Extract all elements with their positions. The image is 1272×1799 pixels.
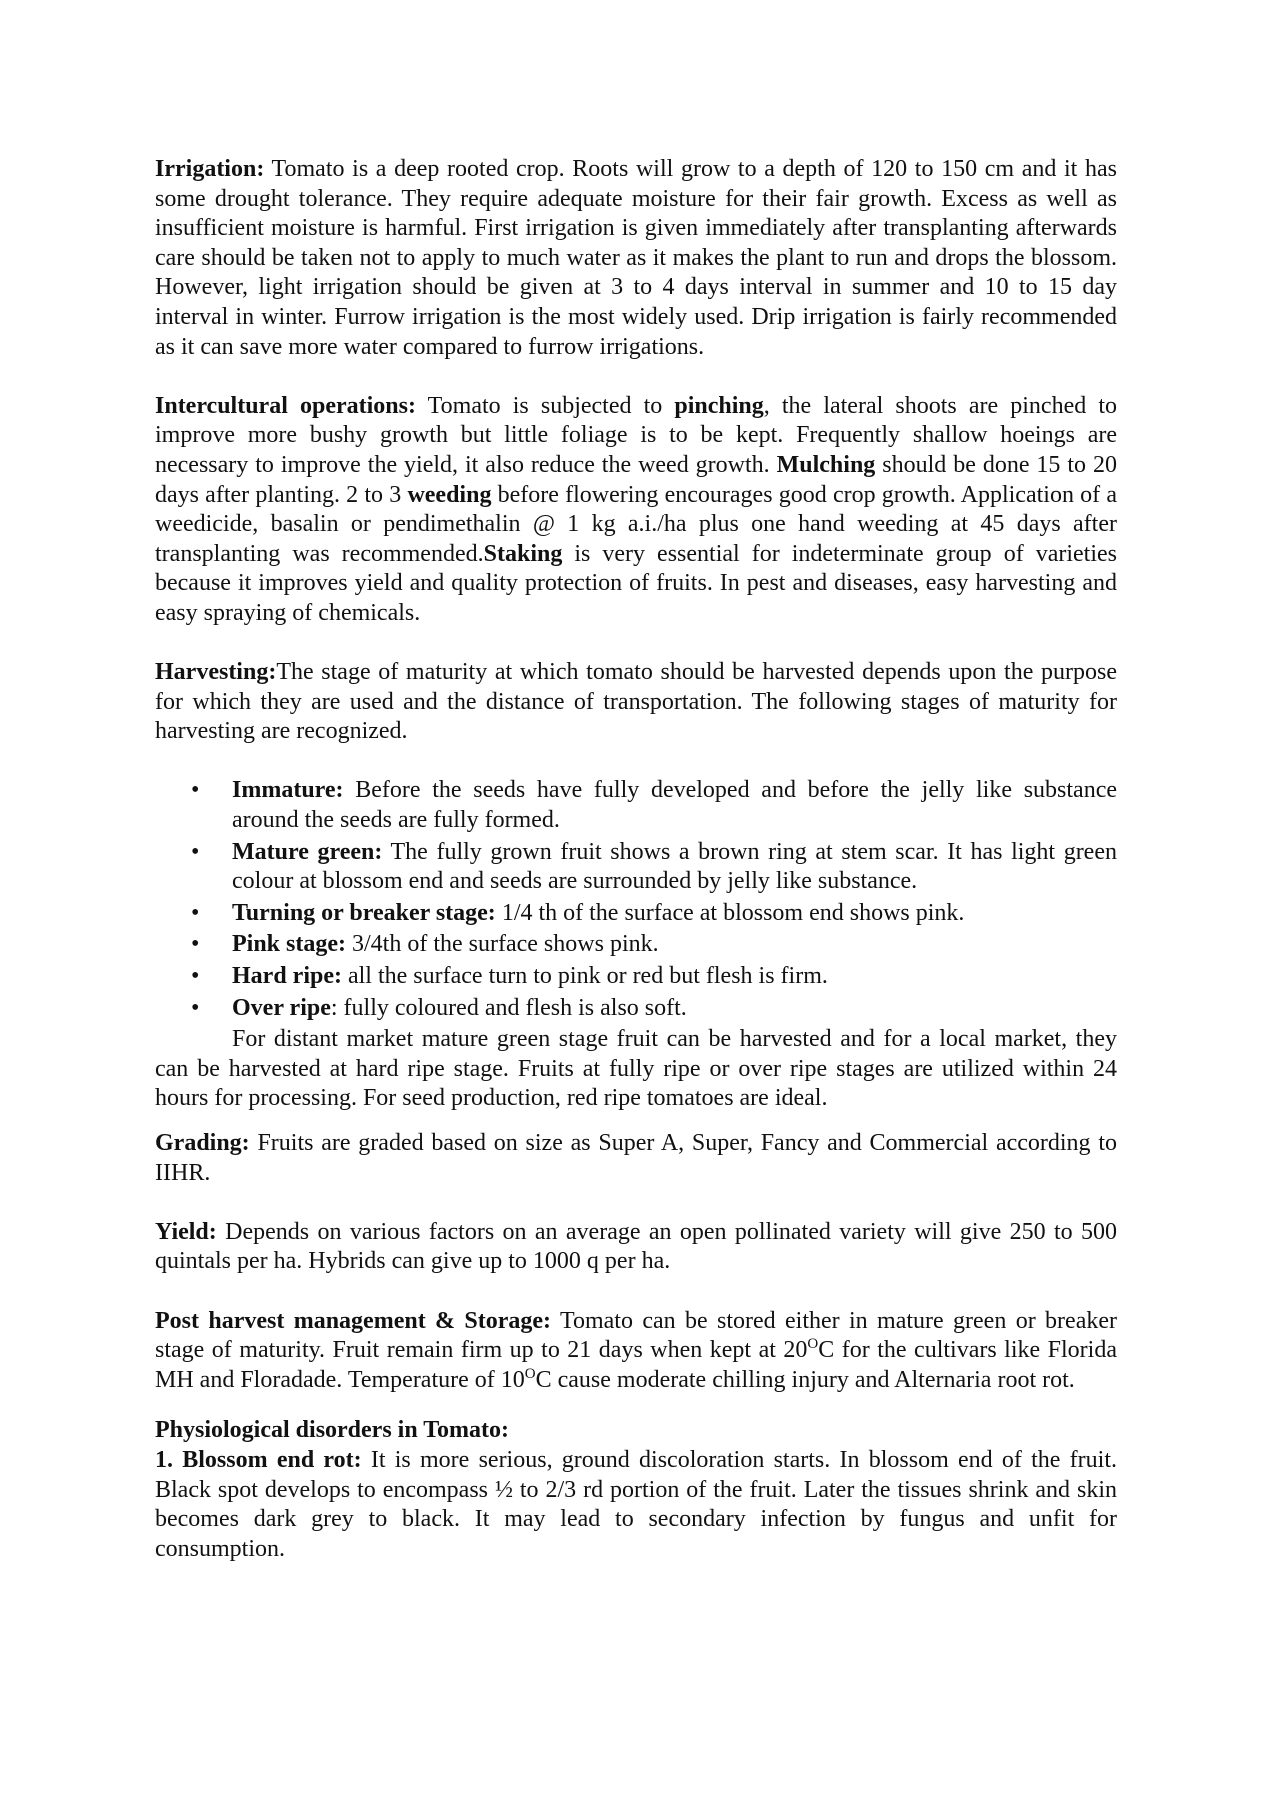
stage-label: Pink stage: bbox=[232, 931, 346, 958]
list-item bbox=[155, 930, 1117, 960]
degree-superscript: O bbox=[524, 1365, 536, 1382]
intercultural-text: before flowering encourages good crop growth. Application of a weedicide, basalin or pendimethalin @ 1 kg a.i./ha plus one hand weeding at 45 days after transplanting was recommended. bbox=[155, 481, 1117, 567]
stage-text: all the surface turn to pink or red but flesh is firm. bbox=[341, 963, 828, 990]
blossom-end-rot-text: It is more serious, ground discoloration starts. In blossom end of the fruit. Black spot develops to encompass ½ to 2/3 rd portion of the fruit. Later the tissues shrink and skin becomes dark grey to black. It may lead to secondary infection by fungus and unfit for consumption. bbox=[155, 1446, 1117, 1562]
irrigation-heading: Irrigation: bbox=[155, 156, 265, 182]
list-item bbox=[155, 776, 1117, 835]
bullet-icon: • bbox=[191, 963, 200, 990]
document-page bbox=[155, 155, 1117, 1564]
bullet-icon: • bbox=[191, 994, 200, 1021]
stage-text: 3/4th of the surface shows pink. bbox=[346, 931, 659, 958]
spacer bbox=[155, 1277, 1117, 1307]
spacer bbox=[155, 1395, 1117, 1416]
harvesting-followup-paragraph: For distant market mature green stage fruit can be harvested and for a local market, they can be harvested at hard ripe stage. Fruits at fully ripe or over ripe stages are utilized within 24 hours for processing. For seed production, red ripe tomatoes are ideal. bbox=[155, 1026, 1117, 1112]
bullet-icon: • bbox=[191, 899, 200, 926]
post-harvest-text: C for the cultivars like Florida MH and Floradade. Temperature of 10 bbox=[155, 1337, 1117, 1393]
stage-label: Immature: bbox=[232, 777, 344, 804]
term-weeding: weeding bbox=[407, 481, 492, 508]
degree-superscript: O bbox=[807, 1336, 819, 1353]
term-pinching: pinching bbox=[674, 392, 764, 419]
list-item bbox=[155, 838, 1117, 897]
stage-text: 1/4 th of the surface at blossom end shows pink. bbox=[495, 899, 965, 926]
term-mulching: Mulching bbox=[776, 451, 876, 478]
post-harvest-text: Tomato can be stored either in mature green or breaker stage of maturity. Fruit remain firm up to 21 days when kept at 20 bbox=[155, 1307, 1117, 1364]
grading-heading: Grading: bbox=[155, 1130, 250, 1156]
term-staking: Staking bbox=[483, 540, 563, 567]
spacer bbox=[155, 362, 1117, 392]
grading-text: Fruits are graded based on size as Super A, Super, Fancy and Commercial according to IIHR. bbox=[155, 1130, 1117, 1186]
spacer bbox=[155, 1188, 1117, 1218]
list-item bbox=[155, 994, 1117, 1024]
spacer bbox=[155, 629, 1117, 659]
harvesting-text: The stage of maturity at which tomato should be harvested depends upon the purpose for which they are used and the distance of transportation. The following stages of maturity for harvesting are recognized. bbox=[155, 659, 1117, 745]
stage-label: Turning or breaker stage: bbox=[232, 899, 496, 926]
intercultural-text: is very essential for indeterminate group of varieties because it improves yield and quality protection of fruits. In pest and diseases, easy harvesting and easy spraying of chemicals. bbox=[155, 540, 1117, 626]
spacer bbox=[155, 747, 1117, 777]
intercultural-text: Tomato is subjected to bbox=[415, 392, 675, 419]
stage-text: Before the seeds have fully developed and before the jelly like substance around the seeds are fully formed. bbox=[232, 777, 1117, 834]
intercultural-text: should be done 15 to 20 days after planting. 2 to 3 bbox=[155, 451, 1117, 508]
intercultural-heading: Intercultural operations: bbox=[155, 392, 416, 419]
disorders-heading-text: Physiological disorders in Tomato: bbox=[155, 1417, 510, 1444]
harvesting-heading: Harvesting: bbox=[155, 659, 277, 686]
stage-text: : fully coloured and flesh is also soft. bbox=[330, 994, 687, 1021]
post-harvest-paragraph bbox=[155, 1307, 1117, 1396]
yield-heading: Yield: bbox=[155, 1218, 217, 1245]
stage-label: Over ripe bbox=[232, 994, 331, 1021]
list-item bbox=[155, 962, 1117, 992]
grading-paragraph bbox=[155, 1129, 1117, 1188]
blossom-end-rot-label: 1. Blossom end rot: bbox=[155, 1446, 362, 1473]
post-harvest-text: C cause moderate chilling injury and Alternaria root rot. bbox=[535, 1366, 1075, 1393]
irrigation-text: Tomato is a deep rooted crop. Roots will grow to a depth of 120 to 150 cm and it has some drought tolerance. They require adequate moisture for their fair growth. Excess as well as insufficient moisture is harmful. First irrigation is given immediately after transplanting afterwards care should be taken not to apply to much water as it makes the plant to run and drops the blossom. However, light irrigation should be given at 3 to 4 days interval in summer and 10 to 15 day interval in winter. Furrow irrigation is the most widely used. Drip irrigation is fairly recommended as it can save more water compared to furrow irrigations. bbox=[155, 156, 1117, 360]
post-harvest-heading: Post harvest management & Storage: bbox=[155, 1307, 552, 1334]
maturity-stages-list bbox=[155, 776, 1117, 1023]
blossom-end-rot-paragraph bbox=[155, 1446, 1117, 1564]
stage-label: Mature green: bbox=[232, 838, 383, 865]
harvesting-paragraph bbox=[155, 658, 1117, 747]
bullet-icon: • bbox=[191, 777, 200, 804]
irrigation-paragraph bbox=[155, 155, 1117, 362]
spacer bbox=[155, 1114, 1117, 1129]
disorders-heading bbox=[155, 1416, 1117, 1446]
stage-text: The fully grown fruit shows a brown ring at stem scar. It has light green colour at blossom end and seeds are surrounded by jelly like substance. bbox=[232, 838, 1117, 895]
bullet-icon: • bbox=[191, 838, 200, 865]
yield-paragraph bbox=[155, 1218, 1117, 1277]
bullet-icon: • bbox=[191, 931, 200, 958]
stage-label: Hard ripe: bbox=[232, 963, 342, 990]
yield-text: Depends on various factors on an average an open pollinated variety will give 250 to 500 quintals per ha. Hybrids can give up to 1000 q per ha. bbox=[155, 1218, 1117, 1275]
intercultural-text: , the lateral shoots are pinched to improve more bushy growth but little foliage is to be kept. Frequently shallow hoeings are necessary to improve the yield, it also reduce the weed growth. bbox=[155, 392, 1117, 478]
intercultural-paragraph bbox=[155, 392, 1117, 629]
list-item bbox=[155, 899, 1117, 929]
